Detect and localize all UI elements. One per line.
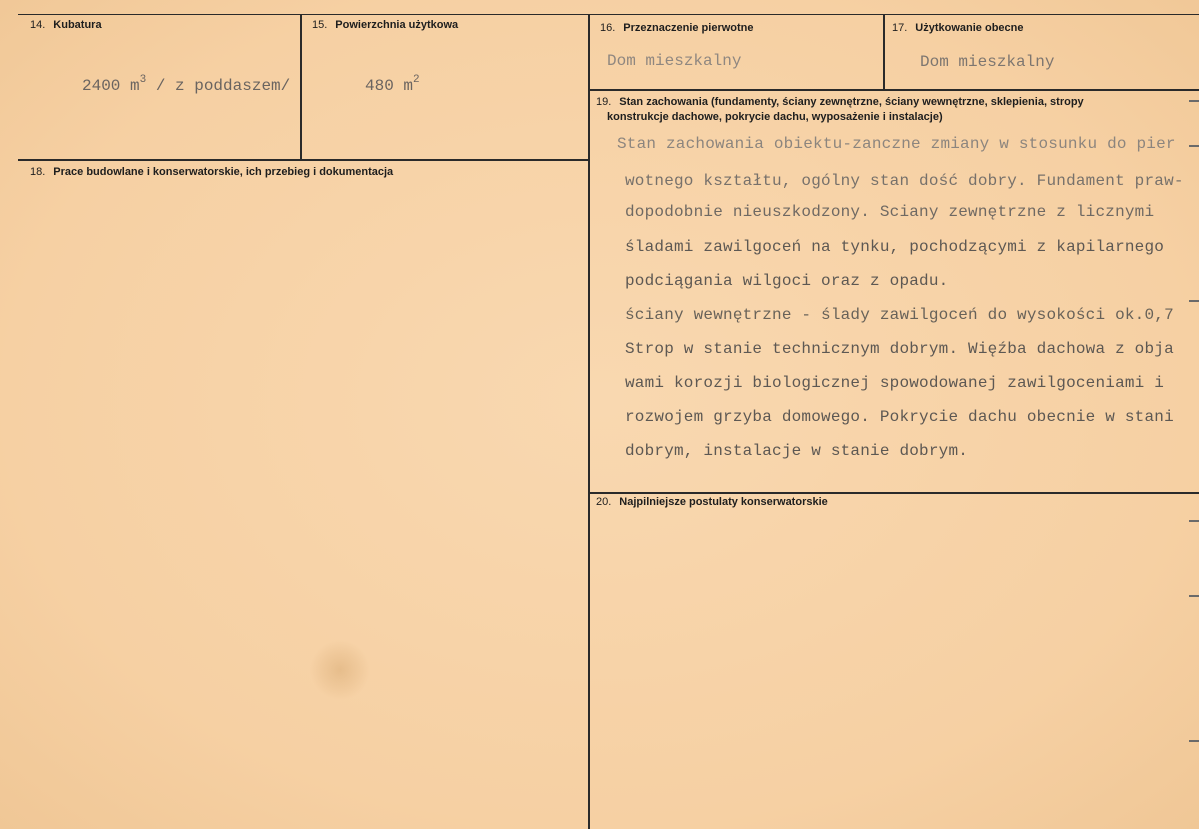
field-19-line: wotnego kształtu, ogólny stan dość dobry. Fundament praw- xyxy=(625,172,1184,190)
field-17-value: Dom mieszkalny xyxy=(920,53,1055,71)
field-19-title-line1: Stan zachowania (fundamenty, ściany zewnętrzne, ściany wewnętrzne, sklepienia, stropy xyxy=(619,96,1084,108)
field-14-value xyxy=(82,74,290,95)
field-14-value-suffix: / z poddaszem/ xyxy=(146,77,291,95)
field-18-title: Prace budowlane i konserwatorskie, ich przebieg i dokumentacja xyxy=(53,166,394,178)
edge-tick xyxy=(1189,300,1199,302)
field-16-label xyxy=(600,22,754,35)
field-19-line: podciągania wilgoci oraz z opadu. xyxy=(625,272,949,290)
divider-16-17 xyxy=(883,14,885,90)
field-17-title: Użytkowanie obecne xyxy=(915,22,1024,34)
field-14-label xyxy=(30,19,102,32)
field-16-value: Dom mieszkalny xyxy=(607,52,742,70)
field-14-value-sup: 3 xyxy=(139,74,147,86)
field-19-label xyxy=(596,96,1084,109)
field-19-line: wami korozji biologicznej spowodowanej zawilgoceniami i xyxy=(625,374,1165,392)
field-19-label-line2: konstrukcje dachowe, pokrycie dachu, wyposażenie i instalacje) xyxy=(607,111,943,123)
field-15-title: Powierzchnia użytkowa xyxy=(335,19,459,31)
field-18-label xyxy=(30,166,393,179)
field-19-line: rozwojem grzyba domowego. Pokrycie dachu obecnie w stani xyxy=(625,408,1174,426)
field-19-line: śladami zawilgoceń na tynku, pochodzącymi z kapilarnego xyxy=(625,238,1165,256)
field-15-label xyxy=(312,19,458,32)
field-15-number: 15. xyxy=(312,19,328,31)
field-14-value-main: 2400 m xyxy=(82,77,140,95)
field-18-number: 18. xyxy=(30,166,46,178)
field-15-value xyxy=(365,74,420,95)
field-15-value-main: 480 m xyxy=(365,77,414,95)
line-under-14-15 xyxy=(18,159,590,161)
field-19-line: Strop w stanie technicznym dobrym. Więźba dachowa z obja xyxy=(625,340,1174,358)
field-19-line: Stan zachowania obiektu-zanczne zmiany w stosunku do pier xyxy=(617,135,1176,153)
divider-left-right xyxy=(588,14,590,829)
field-20-label xyxy=(596,496,828,509)
field-14-number: 14. xyxy=(30,19,46,31)
line-under-16-17 xyxy=(588,89,1199,91)
field-19-line: dobrym, instalacje w stanie dobrym. xyxy=(625,442,969,460)
field-16-number: 16. xyxy=(600,22,616,34)
field-20-title: Najpilniejsze postulaty konserwatorskie xyxy=(619,496,828,508)
divider-14-15 xyxy=(300,14,302,159)
field-15-value-sup: 2 xyxy=(413,74,420,86)
field-17-label xyxy=(892,22,1024,35)
field-19-number: 19. xyxy=(596,96,612,108)
field-19-line: ściany wewnętrzne - ślady zawilgoceń do wysokości ok.0,7 xyxy=(625,306,1174,324)
line-under-19 xyxy=(588,492,1199,494)
edge-tick xyxy=(1189,595,1199,597)
edge-tick xyxy=(1189,740,1199,742)
field-19-line: dopodobnie nieuszkodzony. Sciany zewnętrzne z licznymi xyxy=(625,203,1155,221)
edge-tick xyxy=(1189,145,1199,147)
edge-tick xyxy=(1189,100,1199,102)
field-14-title: Kubatura xyxy=(53,19,102,31)
field-20-number: 20. xyxy=(596,496,612,508)
field-16-title: Przeznaczenie pierwotne xyxy=(623,22,754,34)
field-17-number: 17. xyxy=(892,22,908,34)
top-border xyxy=(18,14,1199,15)
edge-tick xyxy=(1189,520,1199,522)
